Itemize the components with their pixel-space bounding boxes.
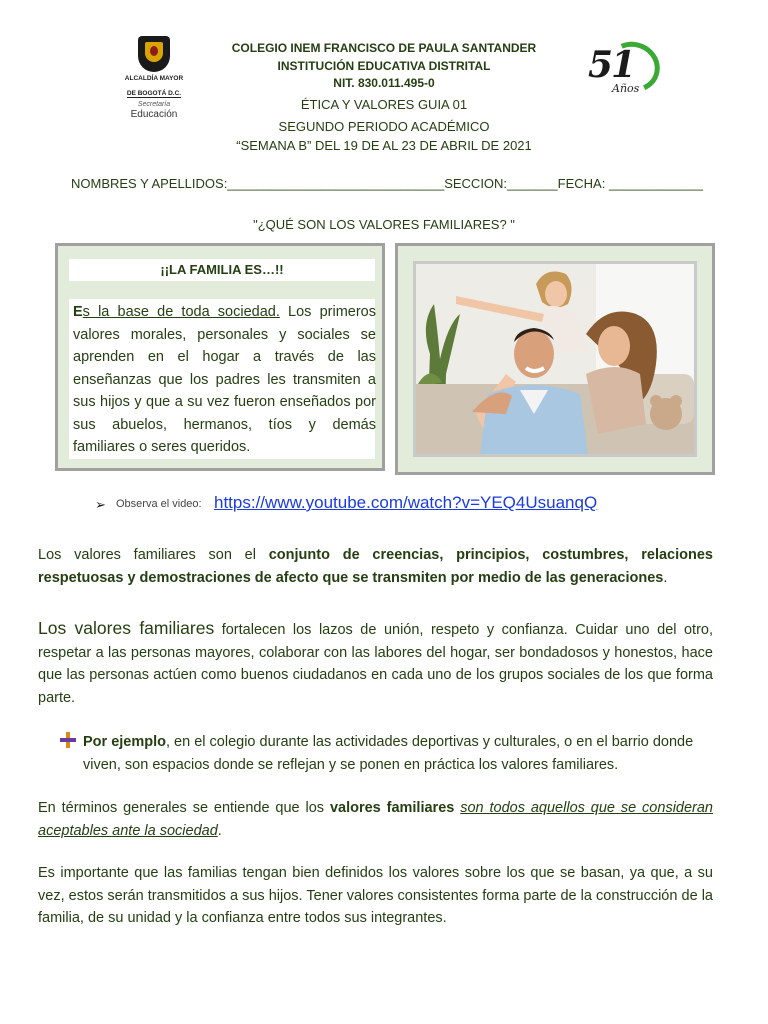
- family-box-rest: Los primeros valores morales, personales y sociales se aprenden en el hogar a través de las enseñanzas que los padres les transmiten a sus hijos y que a su vez fueron enseñados por sus abuelos, hermanos, tíos y demás familiares o seres queridos.: [73, 304, 376, 455]
- week-title: “SEMANA B” DEL 19 DE AL 23 DE ABRIL DE 2021: [236, 138, 532, 153]
- general-terms-paragraph: [38, 797, 713, 842]
- family-photo-box: [395, 243, 715, 475]
- student-info-line: NOMBRES Y APELLIDOS:______________________________SECCION:_______FECHA: _____________: [71, 176, 703, 191]
- importance-rest: fortalecen los lazos de unión, respeto y confianza. Cuidar uno del otro, respetar a las personas mayores, colaborar con las labores del hogar, ser bondadosos y honestos, hace que las personas actúen como buenos ciudadanos en cada uno de los grupos sociales de los que forma parte.: [38, 622, 714, 706]
- anniversary-number: 51: [588, 44, 635, 86]
- coat-of-arms-icon: [138, 36, 170, 72]
- first-letter: E: [73, 304, 83, 320]
- definition-paragraph: [38, 544, 713, 589]
- importance-paragraph: [38, 617, 713, 709]
- logo-line-2: DE BOGOTÁ D.C.: [126, 90, 182, 97]
- definition-end: .: [663, 569, 668, 586]
- logo-line-3: Secretaría: [137, 101, 171, 108]
- school-name: COLEGIO INEM FRANCISCO DE PAULA SANTANDER: [231, 41, 537, 55]
- family-photo: [413, 261, 697, 457]
- institution-name: INSTITUCIÓN EDUCATIVA DISTRITAL: [277, 59, 491, 73]
- alcaldia-logo: [112, 36, 196, 120]
- family-illustration: [416, 264, 694, 454]
- underlined-phrase: s la base de toda sociedad.: [82, 304, 280, 320]
- general-terms-end: .: [217, 822, 222, 839]
- family-box-title: ¡¡LA FAMILIA ES…!!: [69, 259, 375, 281]
- general-terms-bold: valores familiares: [329, 800, 455, 816]
- anniversary-text: Años: [612, 82, 640, 95]
- example-rest: , en el colegio durante las actividades deportivas y culturales, o en el barrio donde viven, son espacios donde se reflejan y se ponen en práctica los valores familiares.: [83, 734, 694, 773]
- importance-lead: Los valores familiares: [38, 618, 215, 638]
- subject-title: ÉTICA Y VALORES GUIA 01: [300, 97, 468, 112]
- anniversary-logo: [584, 40, 656, 100]
- video-prefix: Observa el video:: [116, 498, 202, 510]
- guide-question: "¿QUÉ SON LOS VALORES FAMILIARES? ": [253, 217, 515, 232]
- nit-number: NIT. 830.011.495-0: [333, 76, 435, 90]
- period-title: SEGUNDO PERIODO ACADÉMICO: [278, 119, 490, 134]
- general-terms-italic: son todos aquellos que se consideran aceptables ante la sociedad: [38, 800, 713, 839]
- video-link[interactable]: https://www.youtube.com/watch?v=YEQ4UsuanqQ: [214, 493, 598, 512]
- example-paragraph: [83, 731, 713, 776]
- arrow-bullet-icon: ➢: [95, 497, 106, 512]
- general-terms-start: En términos generales se entiende que los: [38, 800, 330, 816]
- family-definition-box: [55, 243, 385, 471]
- logo-line-4: Educación: [130, 109, 178, 120]
- conclusion-paragraph: Es importante que las familias tengan bien definidos los valores sobre los que se basan, ya que, a su vez, estos serán transmitidos a sus hijos. Tener valores consistentes forma parte de la construcción de la familia, de su unidad y la confianza entre todos sus integrantes.: [38, 865, 713, 926]
- logo-line-1: ALCALDÍA MAYOR: [124, 75, 184, 82]
- definition-bold: conjunto de creencias, principios, costumbres, relaciones respetuosas y demostraciones de afecto que se transmiten por medio de las generaciones: [38, 547, 713, 586]
- plus-bullet-icon: [60, 732, 76, 748]
- family-box-paragraph: [73, 301, 376, 459]
- definition-start: Los valores familiares son el: [38, 547, 269, 563]
- example-bold: Por ejemplo: [83, 734, 166, 750]
